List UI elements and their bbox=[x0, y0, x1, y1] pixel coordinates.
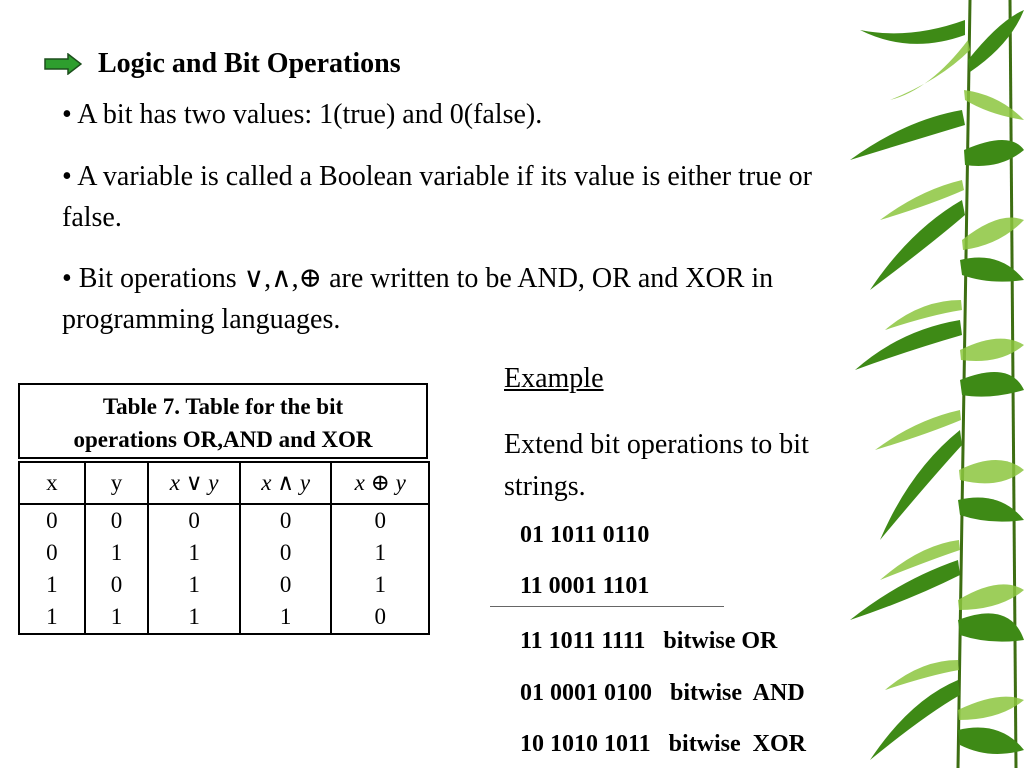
table-cell: 0 bbox=[240, 537, 332, 569]
table-cell: 1 bbox=[19, 569, 85, 601]
header-and: x ∧ y bbox=[240, 462, 332, 504]
table-cell: 1 bbox=[85, 537, 149, 569]
table-row bbox=[19, 601, 429, 634]
table-caption-line-1: Table 7. Table for the bit bbox=[102, 394, 344, 419]
table-cell: 1 bbox=[331, 537, 429, 569]
result-bitwise-or: 11 1011 1111 bitwise OR bbox=[520, 628, 778, 654]
truth-table-header-row bbox=[19, 462, 429, 504]
green-right-arrow-icon bbox=[44, 53, 82, 75]
header-x: x bbox=[19, 462, 85, 504]
example-heading: Example bbox=[504, 363, 604, 394]
title-row bbox=[44, 44, 401, 84]
bullet-boolean-variable: • A variable is called a Boolean variable if its value is either true or false. bbox=[62, 161, 812, 233]
bullet-bit-operations: • Bit operations ∨,∧,⊕ are written to be AND, OR and XOR in programming languages. bbox=[62, 263, 774, 335]
table-cell: 1 bbox=[148, 601, 240, 634]
table-cell: 1 bbox=[148, 569, 240, 601]
table-cell: 1 bbox=[19, 601, 85, 634]
bit-string-2: 11 0001 1101 bbox=[520, 573, 650, 599]
header-or: x ∨ y bbox=[148, 462, 240, 504]
header-xor: x ⊕ y bbox=[331, 462, 429, 504]
table-caption-line-2: operations OR,AND and XOR bbox=[73, 427, 373, 452]
table-cell: 0 bbox=[331, 504, 429, 537]
table-cell: 0 bbox=[331, 601, 429, 634]
table-cell: 1 bbox=[331, 569, 429, 601]
table-cell: 0 bbox=[19, 537, 85, 569]
table-cell: 0 bbox=[148, 504, 240, 537]
result-bitwise-and: 01 0001 0100 bitwise AND bbox=[520, 680, 805, 706]
table-cell: 1 bbox=[85, 601, 149, 634]
result-bitwise-xor: 10 1010 1011 bitwise XOR bbox=[520, 731, 807, 757]
table-cell: 1 bbox=[148, 537, 240, 569]
table-row bbox=[19, 504, 429, 537]
bamboo-leaves-decoration bbox=[850, 0, 1024, 768]
operation-divider bbox=[490, 606, 724, 607]
slide-title: Logic and Bit Operations bbox=[98, 48, 401, 79]
table-cell: 1 bbox=[240, 601, 332, 634]
table-row bbox=[19, 569, 429, 601]
table-cell: 0 bbox=[240, 504, 332, 537]
table-cell: 0 bbox=[85, 569, 149, 601]
table-caption bbox=[18, 383, 428, 459]
table-cell: 0 bbox=[85, 504, 149, 537]
bit-string-1: 01 1011 0110 bbox=[520, 522, 650, 548]
header-y: y bbox=[85, 462, 149, 504]
table-row bbox=[19, 537, 429, 569]
table-cell: 0 bbox=[240, 569, 332, 601]
example-description: Extend bit operations to bit strings. bbox=[504, 429, 809, 502]
bullet-bit-values: • A bit has two values: 1(true) and 0(false). bbox=[62, 99, 543, 130]
table-cell: 0 bbox=[19, 504, 85, 537]
truth-table bbox=[18, 461, 430, 635]
